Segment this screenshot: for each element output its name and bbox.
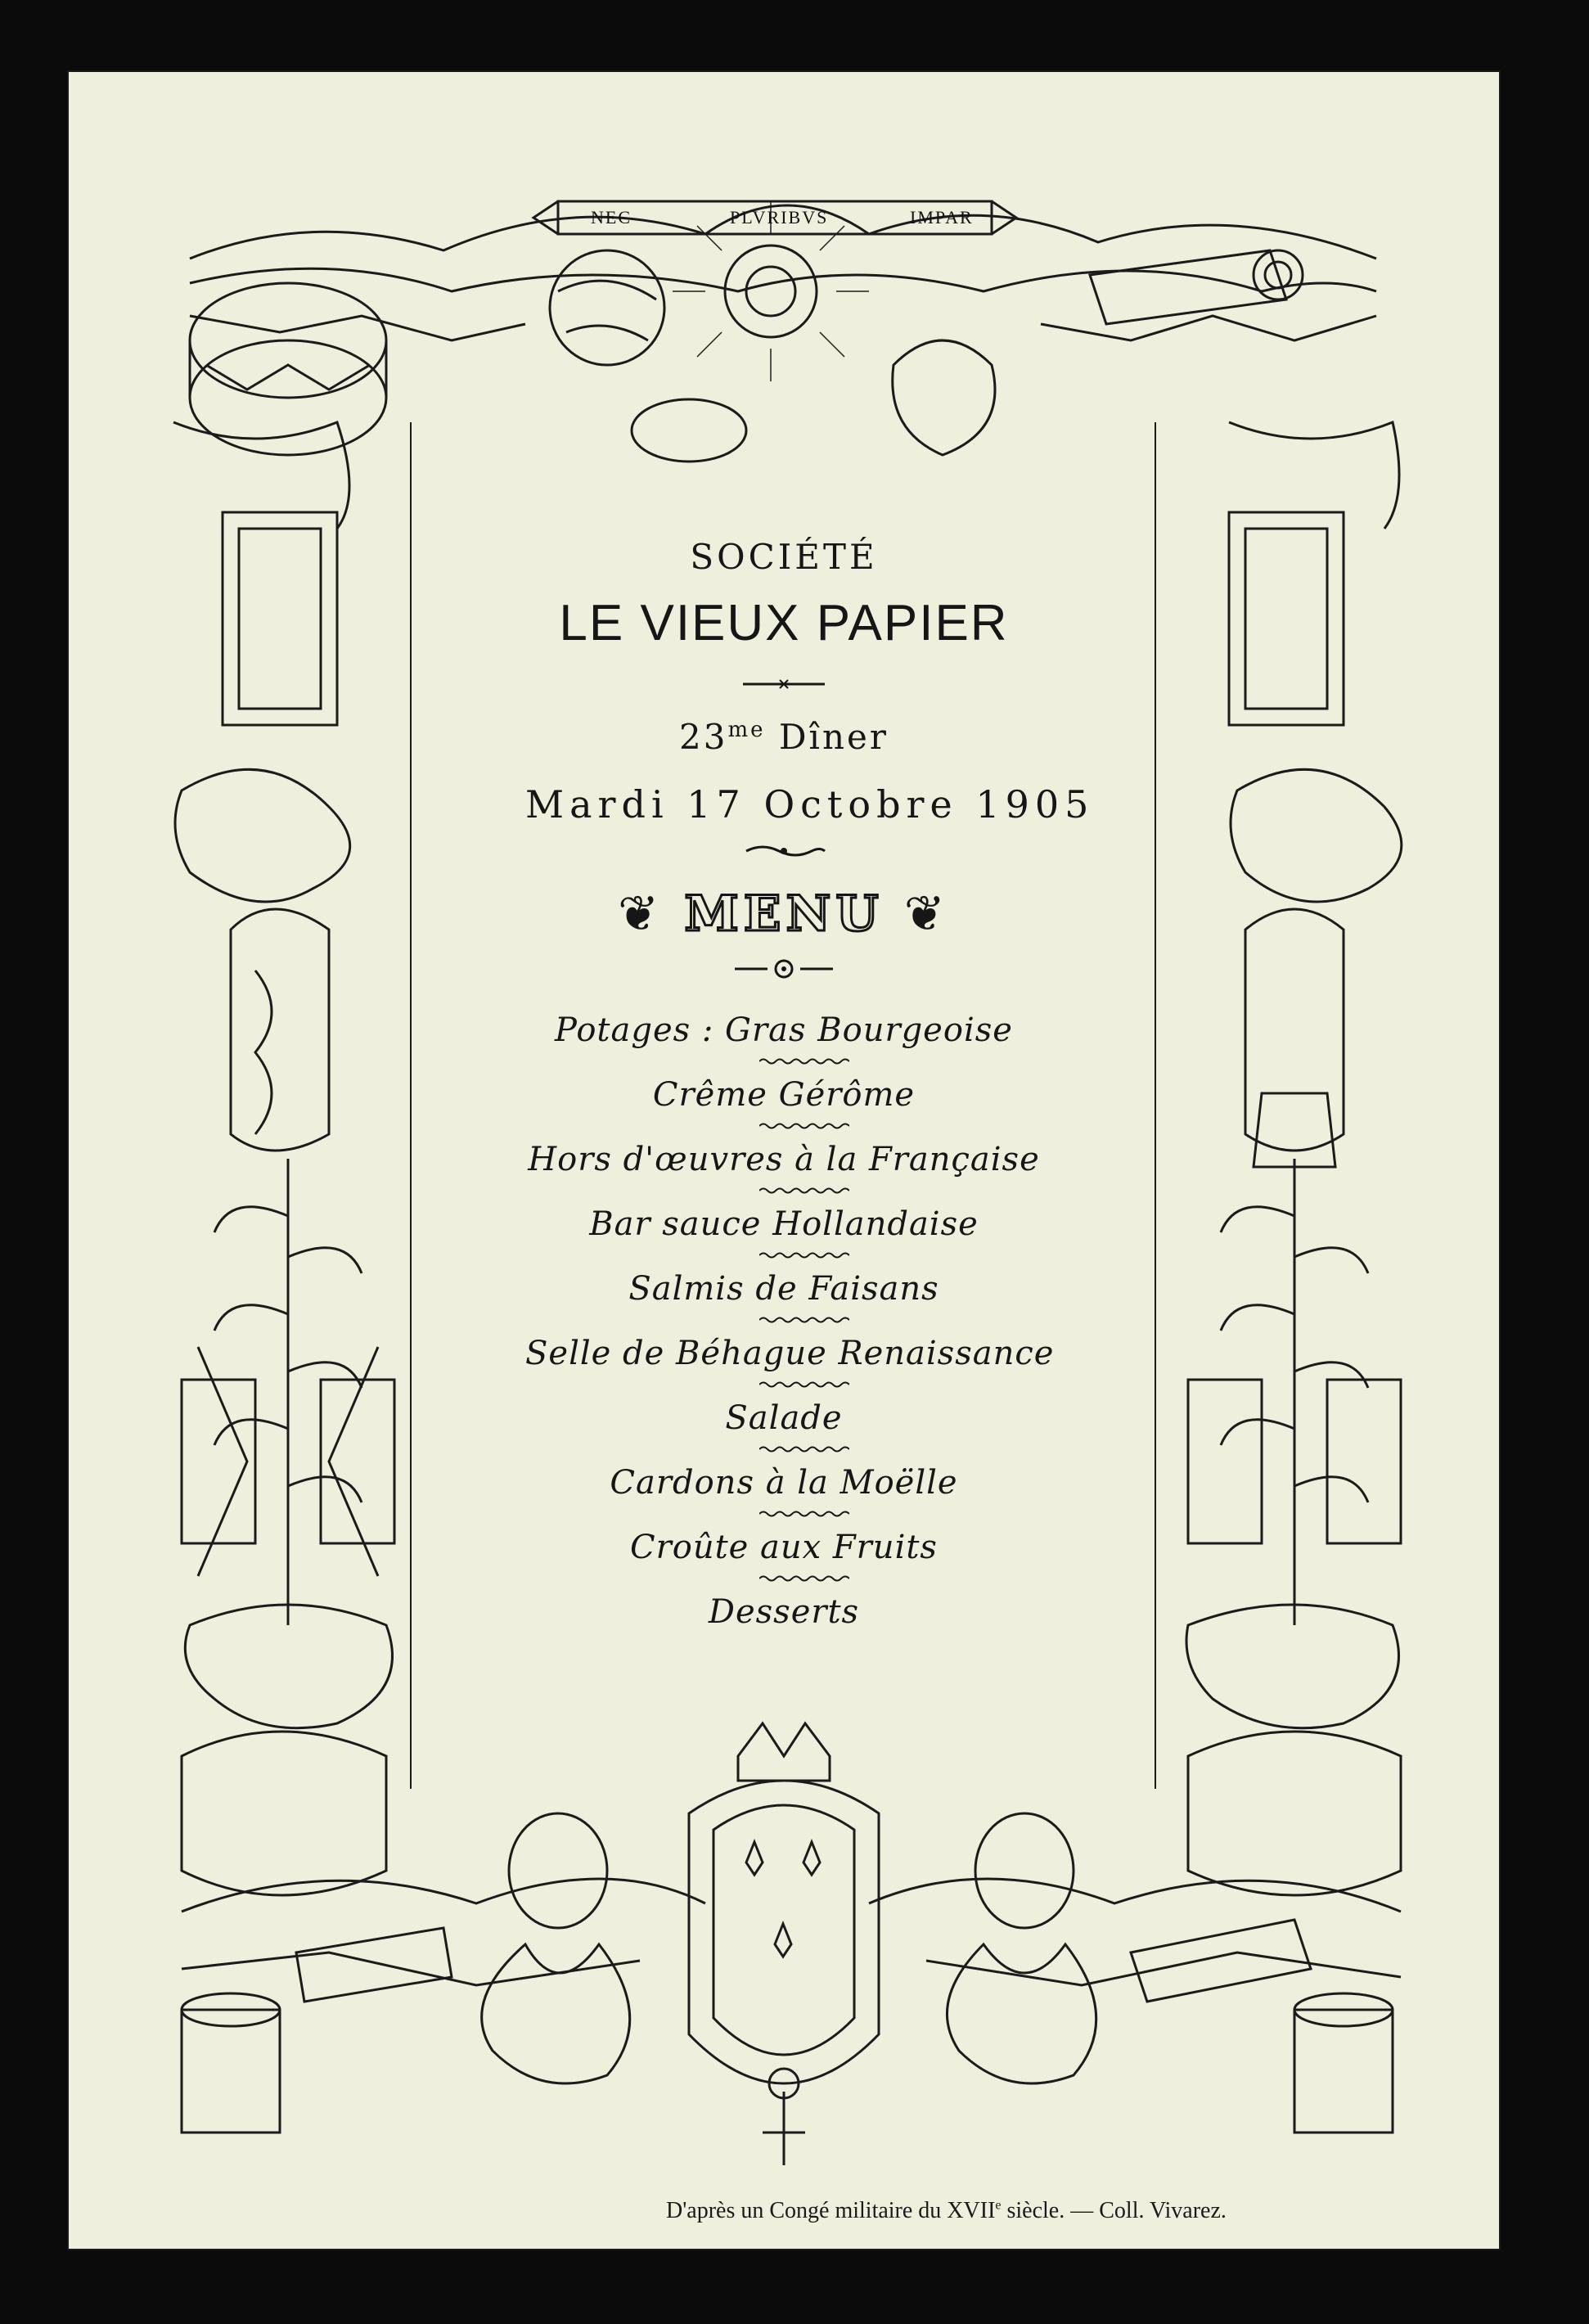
wavy-separator <box>759 1574 849 1583</box>
flower-divider <box>525 959 1042 979</box>
motto-left: NEC <box>591 207 632 227</box>
wavy-separator <box>759 1122 849 1130</box>
source-caption <box>666 2198 1227 2224</box>
wavy-separator <box>759 1057 849 1065</box>
society-label: SOCIÉTÉ <box>690 537 878 577</box>
dinner-date: Mardi 17 Octobre 1905 <box>525 782 1095 826</box>
menu-item: Salmis de Faisans <box>628 1270 939 1308</box>
menu-item: Desserts <box>708 1593 860 1631</box>
dinner-line <box>525 717 1042 757</box>
wavy-separator <box>759 1380 849 1389</box>
motto-center: PLVRIBVS <box>730 207 829 227</box>
dinner-number: 23 <box>679 717 728 757</box>
wavy-separator <box>759 1251 849 1259</box>
wavy-separator <box>759 1316 849 1324</box>
caption-prefix: D'après un Congé militaire du XVII <box>666 2198 996 2223</box>
menu-item: Bar sauce Hollandaise <box>589 1205 979 1243</box>
wavy-separator <box>759 1187 849 1195</box>
wavy-separator <box>759 1510 849 1518</box>
dinner-word: Dîner <box>778 717 889 757</box>
ornament-divider <box>525 843 1042 859</box>
divider-rule <box>525 676 1042 692</box>
menu-item: Potages : Gras Bourgeoise <box>555 1011 1013 1049</box>
menu-heading <box>525 885 1042 943</box>
wavy-separator <box>759 1445 849 1453</box>
leaf-ornament-icon: ❦ <box>883 885 951 943</box>
menu-item: Cardons à la Moëlle <box>610 1464 958 1502</box>
menu-item: Selle de Béhague Renaissance <box>525 1335 1055 1372</box>
menu-item: Croûte aux Fruits <box>630 1529 938 1566</box>
menu-label: MENU <box>684 885 884 943</box>
menu-item: Salade <box>725 1399 843 1437</box>
caption-superscript: e <box>995 2198 1002 2213</box>
leaf-ornament-icon: ❦ <box>617 885 685 943</box>
menu-card <box>67 70 1501 2250</box>
caption-suffix: siècle. — Coll. Vivarez. <box>1001 2198 1227 2223</box>
motto-right: IMPAR <box>910 207 974 227</box>
society-title: LE VIEUX PAPIER <box>559 595 1009 651</box>
menu-item: Hors d'œuvres à la Française <box>528 1141 1040 1178</box>
menu-item: Crême Gérôme <box>652 1076 916 1114</box>
menu-text-block <box>525 70 1095 2198</box>
dinner-suffix: me <box>727 718 766 742</box>
